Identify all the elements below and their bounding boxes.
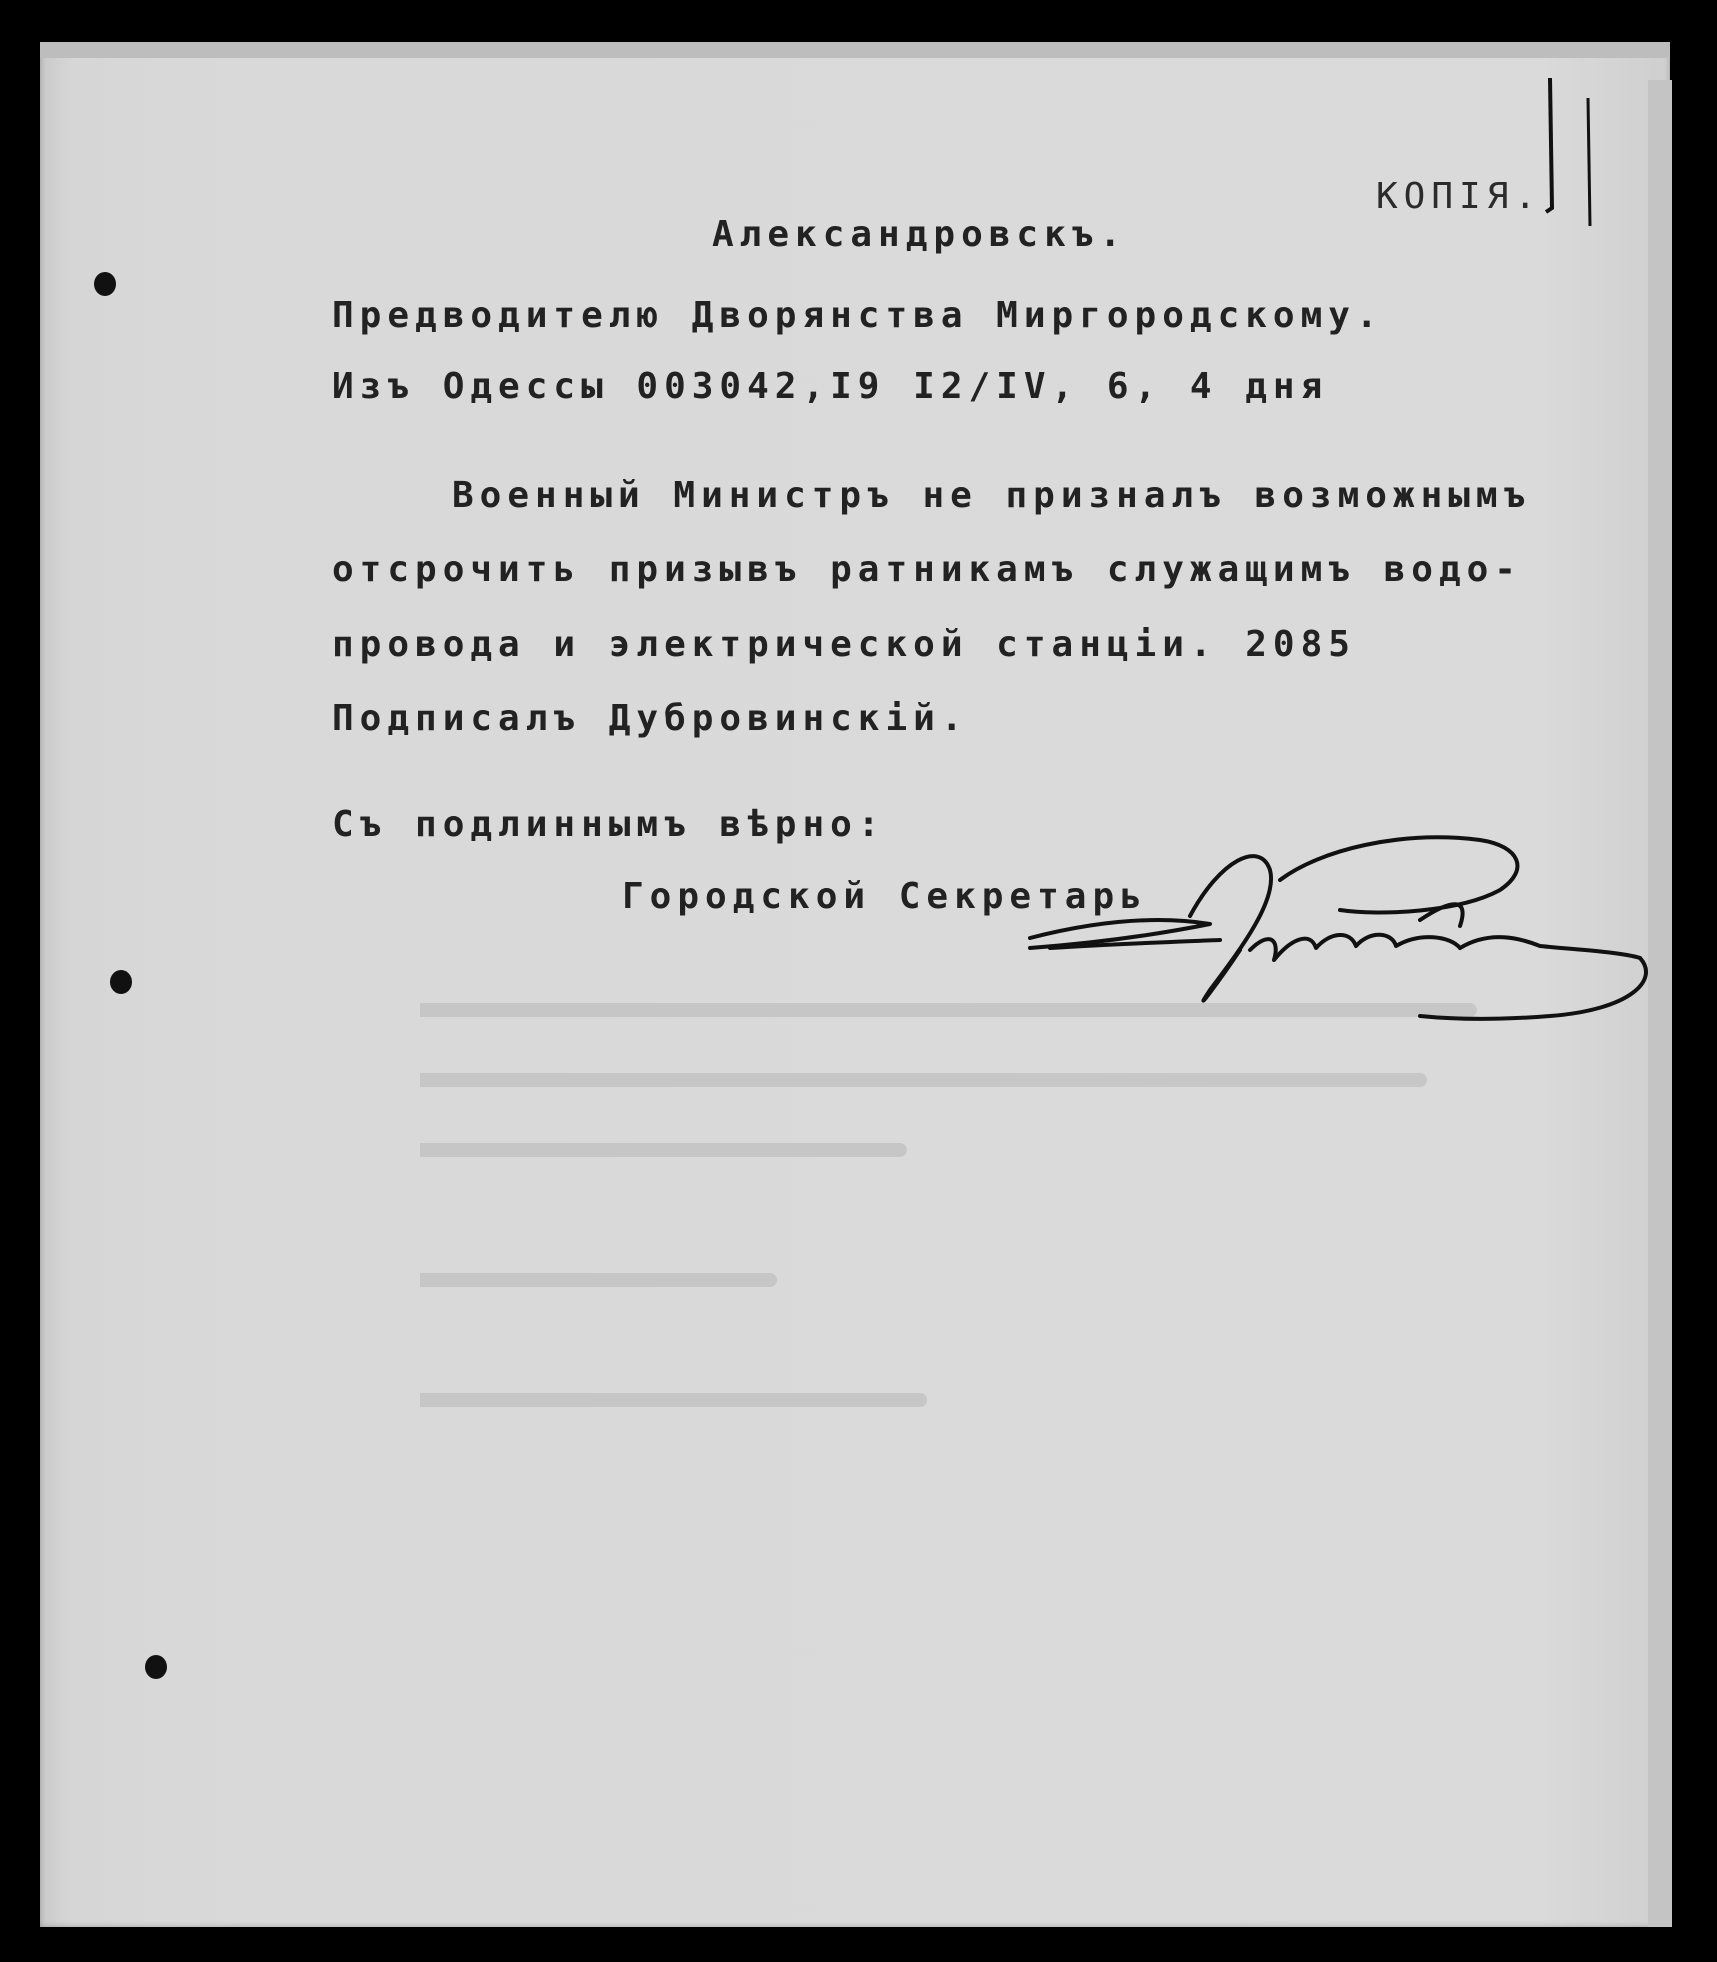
handwritten-signature [1020, 820, 1660, 1060]
punch-hole [145, 1655, 167, 1679]
telegram-origin-line: Изъ Одессы 003042,I9 I2/IV, 6, 4 дня [332, 366, 1329, 407]
body-line: провода и электрической станціи. 2085 [332, 624, 1356, 665]
body-line: отсрочить призывъ ратникамъ служащимъ водо- [332, 549, 1522, 590]
punch-hole [94, 272, 116, 296]
signed-by-line: Подписалъ Дубровинскій. [332, 698, 969, 739]
addressee-line: Предводителю Дворянства Миргородскому. [332, 295, 1384, 336]
city-heading: Александровскъ. [712, 214, 1128, 255]
margin-strokes [1544, 78, 1604, 228]
sheet-top-fold [40, 42, 1670, 58]
secretary-title: Городской Секретарь [622, 876, 1148, 917]
certification-line: Съ подлиннымъ вѣрно: [332, 804, 886, 845]
copy-mark: КОПІЯ. [1376, 176, 1543, 217]
body-line: Военный Министръ не призналъ возможнымъ [452, 475, 1532, 516]
bleed-through-text [420, 990, 1520, 1510]
punch-hole [110, 970, 132, 994]
